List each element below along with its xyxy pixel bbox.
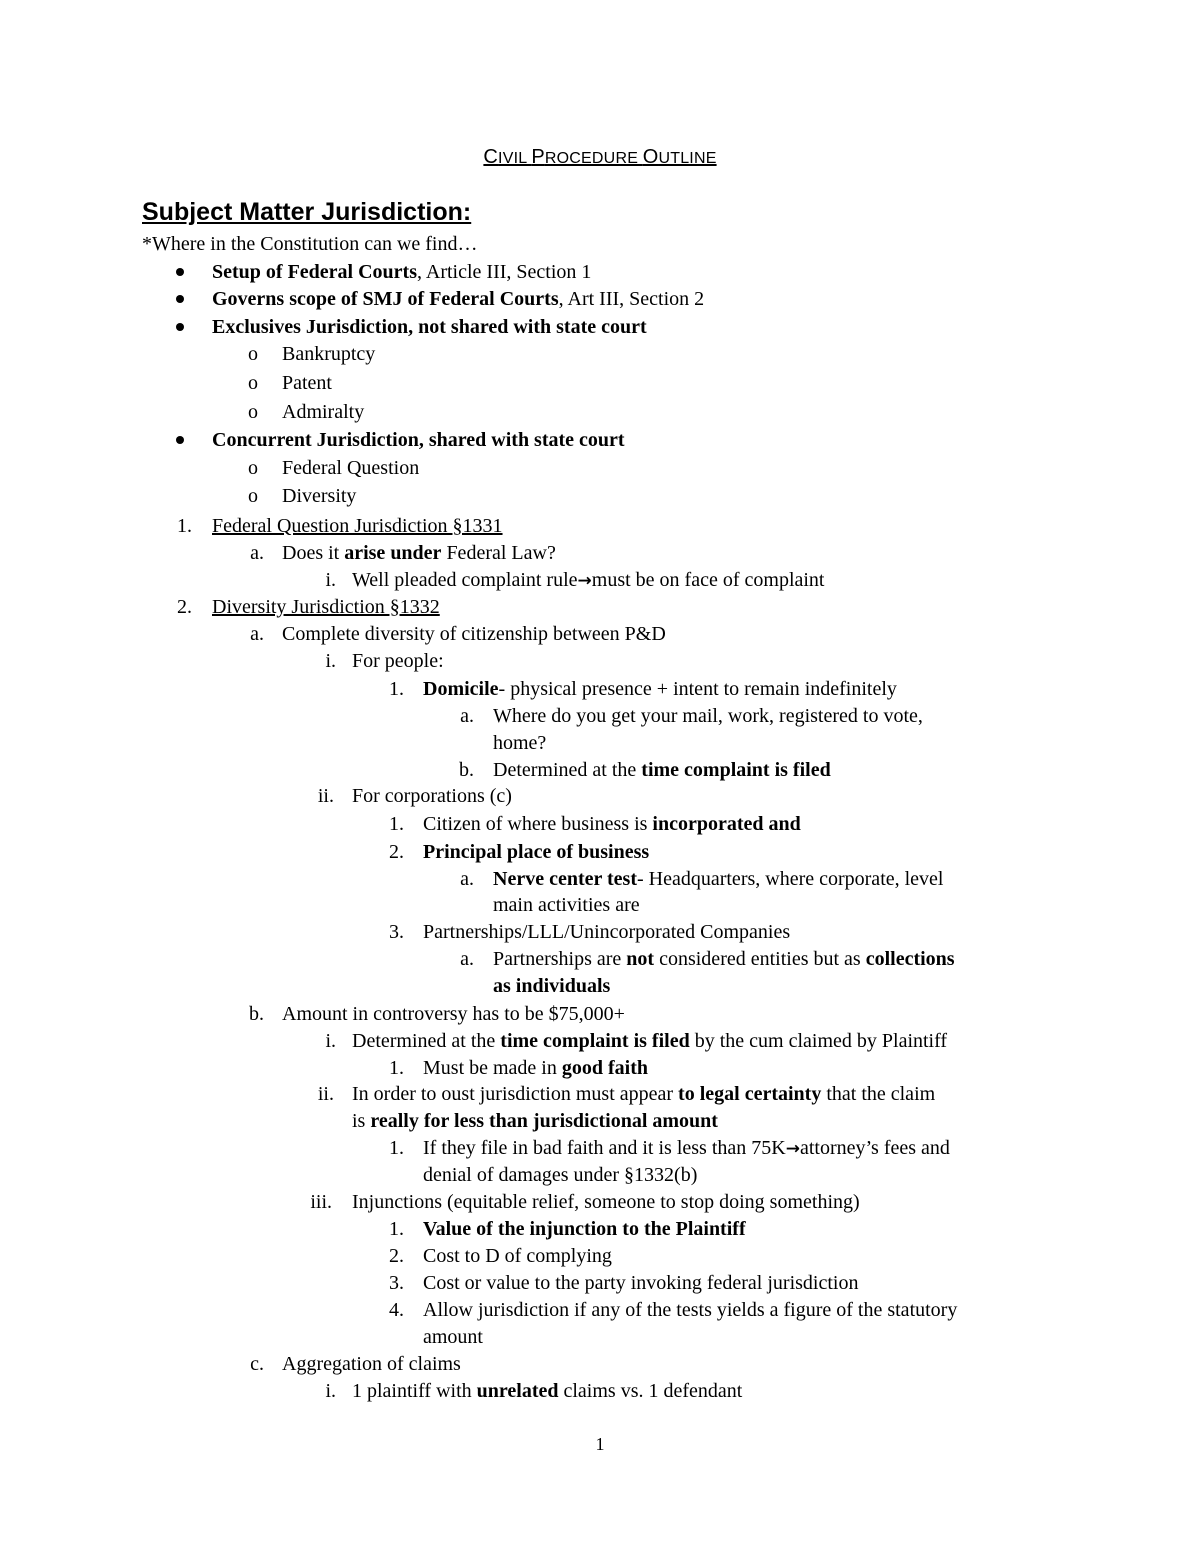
list-item: Federal Question Jurisdiction §1331 [212, 515, 503, 537]
arrow-icon: → [785, 1139, 800, 1159]
list-item-continuation: amount [423, 1326, 483, 1348]
list-item: Partnerships are not considered entities but as collections [493, 948, 955, 970]
list-item-continuation: is really for less than jurisdictional amount [352, 1110, 718, 1132]
list-item: Bankruptcy [282, 343, 376, 365]
list-item: Setup of Federal Courts, Article III, Section 1 [212, 261, 592, 283]
list-item: Allow jurisdiction if any of the tests yields a figure of the statutory [423, 1299, 958, 1321]
list-item: Principal place of business [423, 841, 650, 863]
list-item: Diversity Jurisdiction §1332 [212, 596, 440, 618]
list-marker: 1. [389, 1057, 404, 1079]
list-item: Well pleaded complaint rule→must be on face of complaint [352, 569, 825, 591]
list-item: Determined at the time complaint is filed by the cum claimed by Plaintiff [352, 1030, 948, 1052]
list-marker: o [248, 485, 258, 507]
list-item: Aggregation of claims [282, 1353, 461, 1375]
page-number: 1 [595, 1434, 605, 1454]
list-marker: b. [249, 1003, 264, 1025]
list-item: Where do you get your mail, work, registered to vote, [493, 705, 923, 727]
list-marker: o [248, 372, 258, 394]
list-item: Governs scope of SMJ of Federal Courts, Art III, Section 2 [212, 288, 705, 310]
list-item-continuation: home? [493, 732, 547, 754]
list-marker: a. [460, 868, 474, 890]
list-marker: c. [250, 1353, 264, 1375]
list-marker: 1. [389, 1137, 404, 1159]
list-marker: 2. [177, 596, 192, 618]
list-item: Must be made in good faith [423, 1057, 648, 1079]
list-item: For corporations (c) [352, 785, 512, 807]
list-marker: i. [325, 1030, 336, 1052]
list-marker: 1. [389, 678, 404, 700]
list-item: Injunctions (equitable relief, someone to stop doing something) [352, 1191, 860, 1213]
list-item: Complete diversity of citizenship between P&D [282, 623, 666, 645]
list-marker: a. [460, 705, 474, 727]
bullet-icon [176, 323, 184, 331]
list-marker: 4. [389, 1299, 404, 1321]
bullet-icon [176, 295, 184, 303]
list-item-continuation: main activities are [493, 894, 640, 916]
list-marker: o [248, 343, 258, 365]
list-marker: ii. [317, 1083, 334, 1105]
list-item: Nerve center test- Headquarters, where corporate, level [493, 868, 944, 890]
list-item-continuation: denial of damages under §1332(b) [423, 1164, 698, 1186]
list-item: Diversity [282, 485, 357, 507]
list-marker: i. [325, 1380, 336, 1402]
list-marker: o [248, 457, 258, 479]
list-item: For people: [352, 650, 444, 672]
list-item: Federal Question [282, 457, 420, 479]
section-heading: Subject Matter Jurisdiction: [142, 198, 472, 226]
list-marker: 2. [389, 841, 404, 863]
list-item: Domicile- physical presence + intent to remain indefinitely [423, 678, 897, 700]
list-item: Concurrent Jurisdiction, shared with state court [212, 429, 625, 451]
list-marker: i. [325, 650, 336, 672]
list-item: Cost to D of complying [423, 1245, 612, 1267]
list-item: 1 plaintiff with unrelated claims vs. 1 defendant [352, 1380, 743, 1402]
list-item: Cost or value to the party invoking federal jurisdiction [423, 1272, 859, 1294]
list-item: In order to oust jurisdiction must appear to legal certainty that the claim [352, 1083, 936, 1105]
list-item: Does it arise under Federal Law? [282, 542, 556, 564]
list-item: Determined at the time complaint is filed [493, 759, 831, 781]
intro-text: *Where in the Constitution can we find… [142, 233, 478, 255]
list-marker: 2. [389, 1245, 404, 1267]
list-marker: 1. [389, 813, 404, 835]
list-marker: o [248, 401, 258, 423]
list-marker: ii. [317, 785, 334, 807]
list-item: Citizen of where business is incorporated and [423, 813, 801, 835]
bullet-icon [176, 436, 184, 444]
list-marker: a. [250, 542, 264, 564]
list-marker: a. [460, 948, 474, 970]
list-item: If they file in bad faith and it is less than 75K→attorney’s fees and [423, 1137, 950, 1159]
list-marker: b. [459, 759, 474, 781]
list-marker: 1. [177, 515, 192, 537]
list-marker: a. [250, 623, 264, 645]
list-marker: iii. [310, 1191, 332, 1213]
list-item: Exclusives Jurisdiction, not shared with state court [212, 316, 647, 338]
list-marker: 3. [389, 1272, 404, 1294]
list-item-continuation: as individuals [493, 975, 611, 997]
list-item: Value of the injunction to the Plaintiff [423, 1218, 746, 1240]
arrow-icon: → [577, 571, 592, 591]
list-item: Amount in controversy has to be $75,000+ [282, 1003, 625, 1025]
list-item: Partnerships/LLL/Unincorporated Companies [423, 921, 791, 943]
list-marker: i. [325, 569, 336, 591]
bullet-icon [176, 268, 184, 276]
list-marker: 1. [389, 1218, 404, 1240]
list-item: Admiralty [282, 401, 365, 423]
list-marker: 3. [389, 921, 404, 943]
document-title: CIVIL PROCEDURE OUTLINE [483, 146, 717, 168]
list-item: Patent [282, 372, 332, 394]
